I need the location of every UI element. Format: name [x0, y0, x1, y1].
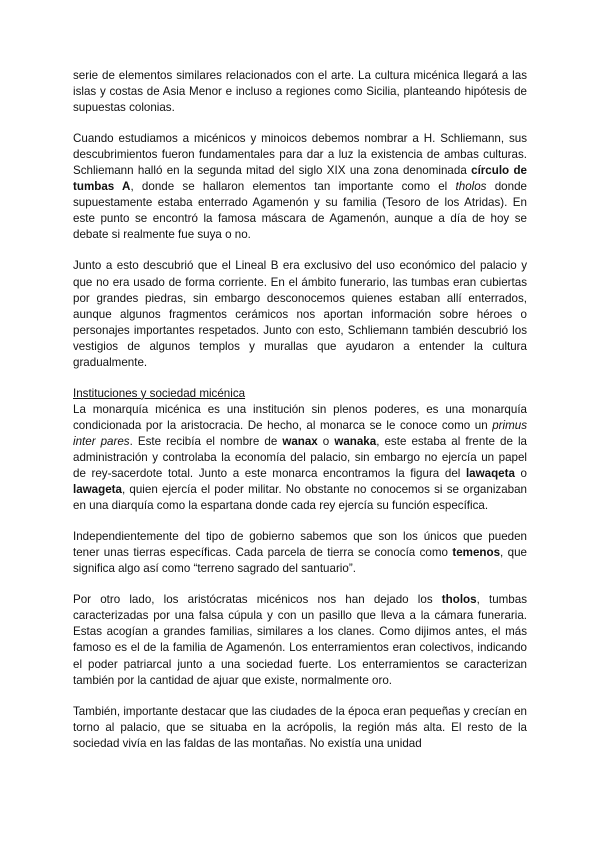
text-run: . Este recibía el nombre de — [129, 434, 283, 448]
text-run: La monarquía micénica es una institución sin plenos poderes, es una monarquía condicionada por la aristocracia. De hecho, al monarca se le conoce como un — [73, 402, 527, 432]
bold-term-temenos: temenos — [452, 546, 501, 560]
bold-term-lawaqeta: lawaqeta — [465, 467, 515, 481]
text-run: , que significa algo así como “terreno sagrado del santuario”. — [73, 546, 527, 576]
paragraph-lineal-b: Junto a esto descubrió que el Lineal B era exclusivo del uso económico del palacio y que no era usado de forma corriente. En el ámbito funerario, las tumbas eran cubiertas por grandes piedras, sin embargo desconocemos quienes estaban allí enterrados, aunque algunos fragmentos cerámicos nos aportan información sobre héroes o personajes importantes respetados. Junto con esto, Schliemann también descubrió los vestigios de algunos templos y murallas que ayudaron a entender la cultura gradualmente. — [73, 259, 527, 369]
text-run: Por otro lado, los aristócratas micénicos nos han dejado los — [73, 593, 442, 607]
paragraph-ciudades: También, importante destacar que las ciudades de la época eran pequeñas y crecían en torno al palacio, que se situaba en la acrópolis, la región más alta. El resto de la sociedad vivía en las faldas de las montañas. No existía una unidad — [73, 704, 527, 750]
text-run: Independientemente del tipo de gobierno sabemos que son los únicos que pueden tener unas tierras específicas. Cada parcela de tierra se conocía como — [73, 530, 527, 560]
text-run: o — [514, 467, 527, 481]
bold-term-wanax: wanax — [282, 434, 318, 448]
italic-term-primus-inter-pares: primus inter pares — [73, 418, 527, 448]
bold-term-circulo-tumbas: círculo de tumbas A — [73, 164, 528, 194]
text-run: Cuando estudiamos a micénicos y minoicos debemos nombrar a H. Schliemann, sus descubrimientos fueron fundamentales para dar a luz la existencia de ambas culturas. Schliemann halló en la segunda mitad del siglo XIX una zona denominada — [73, 132, 527, 178]
paragraph-intro-continuation: serie de elementos similares relacionados con el arte. La cultura micénica llegará a las islas y costas de Asia Menor e incluso a regiones como Sicilia, planteando hipótesis de supuestas colonias. — [73, 69, 527, 115]
text-run: o — [317, 434, 335, 448]
bold-term-wanaka: wanaka — [334, 434, 377, 448]
italic-term-tholos: tholos — [455, 180, 487, 194]
text-run: , quien ejercía el poder militar. No obstante no conocemos si se organizaban en una diarquía como la espartana donde cada rey ejercía su función específica. — [73, 483, 527, 513]
text-run: donde supuestamente estaba enterrado Agamenón y su familia (Tesoro de los Atridas). En este punto se encontró la famosa máscara de Agamenón, aunque a día de hoy se debate si realmente fue suya o no. — [73, 180, 527, 242]
paragraph-schliemann — [73, 131, 527, 243]
paragraph-temenos — [73, 529, 527, 577]
text-run: , este estaba al frente de la administración y controlaba la economía del palacio, sin embargo no ejercía un papel de rey-sacerdote total. Junto a este monarca encontramos la figura del — [73, 434, 528, 481]
bold-term-tholos: tholos — [441, 593, 477, 607]
paragraph-monarquia — [73, 402, 527, 514]
section-heading: Instituciones y sociedad micénica — [73, 386, 246, 400]
text-run: , tumbas caracterizadas por una falsa cúpula y con un pasillo que lleva a la cámara funeraria. Estas acogían a grandes familias, similares a los clanes. Como dijimos antes, el más famoso es el de la familia de Agamenón. Los enterramientos eran colectivos, indicando el poder patriarcal junto a una sociedad fuerte. Los enterramientos se caracterizan también por la cantidad de ajuar que existe, normalmente oro. — [73, 593, 527, 687]
paragraph-tholos — [73, 592, 527, 688]
bold-term-lawageta: lawageta — [73, 483, 122, 497]
text-run: , donde se hallaron elementos tan importante como el — [130, 180, 456, 194]
